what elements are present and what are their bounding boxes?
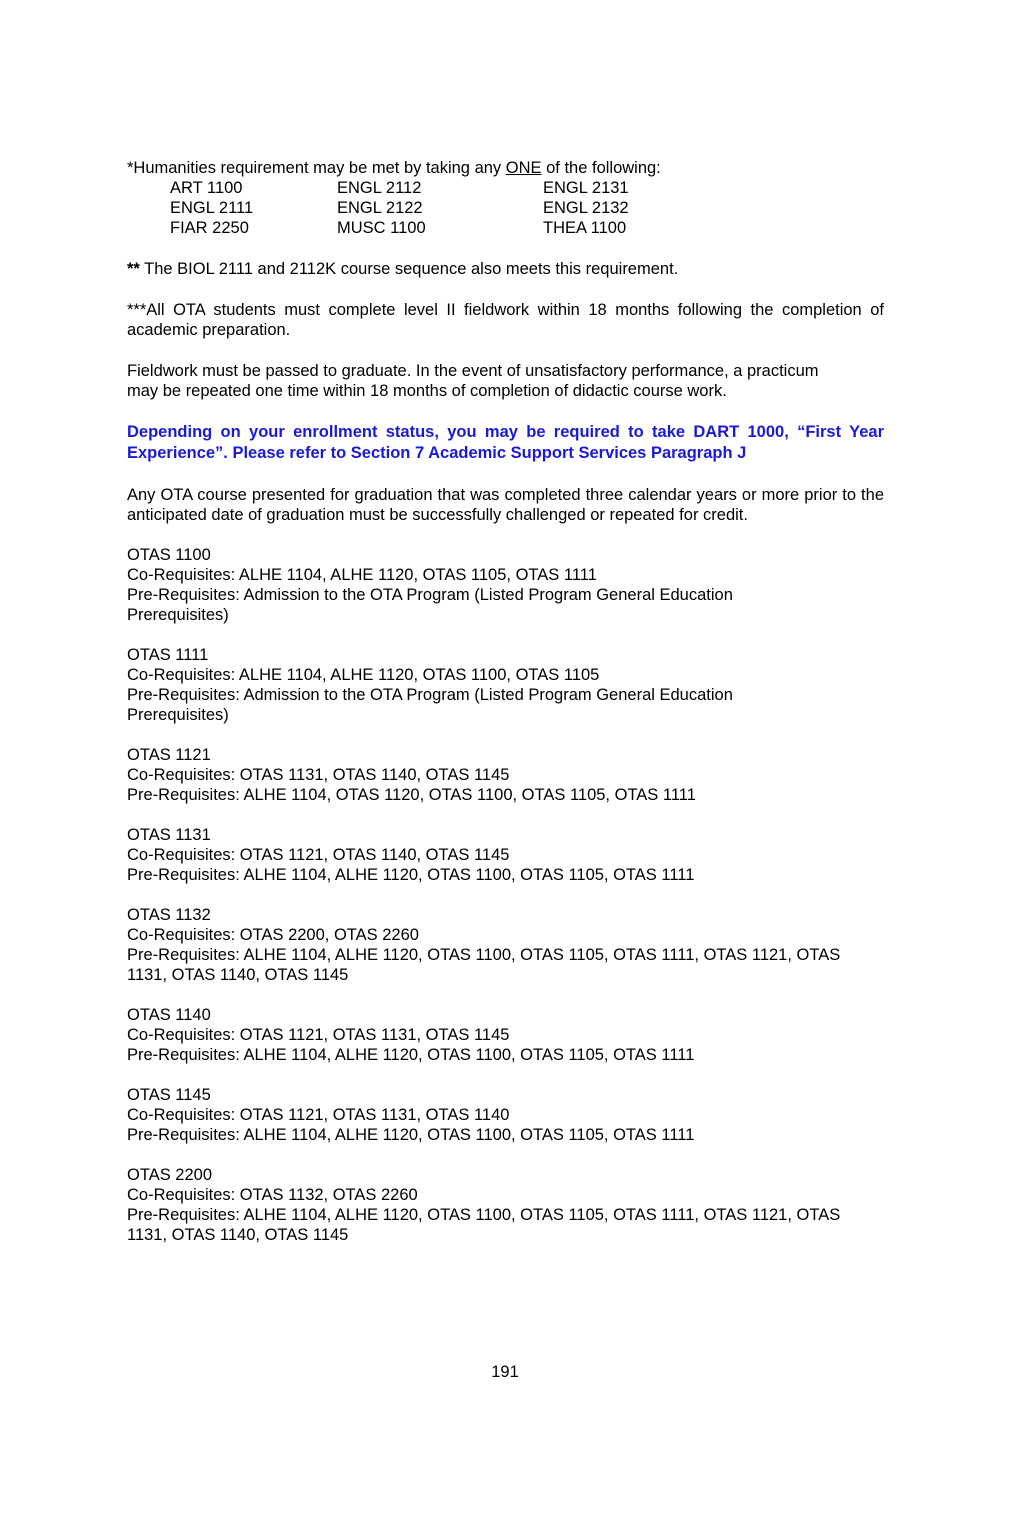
course-entry xyxy=(127,1165,884,1245)
fieldwork-time-note: ***All OTA students must complete level II fieldwork within 18 months following the completion of academic preparation. xyxy=(127,301,884,339)
course-coreq: Co-Requisites: OTAS 1121, OTAS 1131, OTAS 1140 xyxy=(127,1106,510,1124)
course-coreq: Co-Requisites: ALHE 1104, ALHE 1120, OTAS 1100, OTAS 1105 xyxy=(127,666,600,684)
humanities-intro-text: *Humanities requirement may be met by taking any xyxy=(127,159,506,177)
three-year-rule-note: Any OTA course presented for graduation that was completed three calendar years or more prior to the anticipated date of graduation must be successfully challenged or repeated for credit. xyxy=(127,486,884,524)
course-code: OTAS 1140 xyxy=(127,1006,211,1024)
course-entry xyxy=(127,545,884,625)
humanities-course: ENGL 2131 xyxy=(543,179,629,197)
biol-note-stars: ** xyxy=(127,260,140,278)
course-prereq: Pre-Requisites: Admission to the OTA Program (Listed Program General Education Prerequisites) xyxy=(127,586,733,624)
course-coreq: Co-Requisites: ALHE 1104, ALHE 1120, OTAS 1105, OTAS 1111 xyxy=(127,566,597,584)
course-prereq: Pre-Requisites: ALHE 1104, ALHE 1120, OTAS 1100, OTAS 1105, OTAS 1111 xyxy=(127,866,695,884)
humanities-course: MUSC 1100 xyxy=(337,219,426,237)
course-list xyxy=(127,545,884,1245)
biol-note xyxy=(127,259,884,279)
document-body xyxy=(127,158,884,1245)
fieldwork-pass-note: Fieldwork must be passed to graduate. In the event of unsatisfactory performance, a practicum may be repeated one time within 18 months of completion of didactic course work. xyxy=(127,362,819,400)
course-prereq: Pre-Requisites: ALHE 1104, ALHE 1120, OTAS 1100, OTAS 1105, OTAS 1111 xyxy=(127,1046,695,1064)
course-coreq: Co-Requisites: OTAS 1131, OTAS 1140, OTAS 1145 xyxy=(127,766,510,784)
page-number: 191 xyxy=(491,1363,519,1381)
humanities-course: ART 1100 xyxy=(170,179,243,197)
humanities-intro-tail: of the following: xyxy=(541,159,661,177)
course-code: OTAS 1132 xyxy=(127,906,211,924)
course-entry xyxy=(127,905,884,985)
humanities-course: FIAR 2250 xyxy=(170,219,249,237)
course-code: OTAS 1100 xyxy=(127,546,211,564)
course-coreq: Co-Requisites: OTAS 1121, OTAS 1140, OTAS 1145 xyxy=(127,846,510,864)
course-entry xyxy=(127,825,884,885)
humanities-course: ENGL 2122 xyxy=(337,199,423,217)
humanities-intro xyxy=(127,158,884,178)
course-entry xyxy=(127,1085,884,1145)
course-entry xyxy=(127,1005,884,1065)
humanities-course: THEA 1100 xyxy=(543,219,627,237)
course-prereq: Pre-Requisites: ALHE 1104, ALHE 1120, OTAS 1100, OTAS 1105, OTAS 1111, OTAS 1121, OTAS 1131, OTAS 1140, OTAS 1145 xyxy=(127,946,841,984)
course-prereq: Pre-Requisites: Admission to the OTA Program (Listed Program General Education Prerequisites) xyxy=(127,686,733,724)
course-coreq: Co-Requisites: OTAS 2200, OTAS 2260 xyxy=(127,926,419,944)
humanities-course-grid xyxy=(127,178,884,238)
humanities-intro-underlined: ONE xyxy=(505,159,542,177)
course-prereq: Pre-Requisites: ALHE 1104, ALHE 1120, OTAS 1100, OTAS 1105, OTAS 1111 xyxy=(127,1126,695,1144)
dart-requirement-note: Depending on your enrollment status, you may be required to take DART 1000, “First Year Experience”. Please refer to Section 7 Academic Support Services Paragraph J xyxy=(127,423,884,462)
course-coreq: Co-Requisites: OTAS 1132, OTAS 2260 xyxy=(127,1186,418,1204)
course-code: OTAS 1121 xyxy=(127,746,211,764)
course-prereq: Pre-Requisites: ALHE 1104, ALHE 1120, OTAS 1100, OTAS 1105, OTAS 1111, OTAS 1121, OTAS 1131, OTAS 1140, OTAS 1145 xyxy=(127,1206,841,1244)
course-prereq: Pre-Requisites: ALHE 1104, OTAS 1120, OTAS 1100, OTAS 1105, OTAS 1111 xyxy=(127,786,696,804)
course-entry xyxy=(127,745,884,805)
humanities-course: ENGL 2111 xyxy=(170,199,254,217)
course-code: OTAS 1131 xyxy=(127,826,211,844)
biol-note-text: The BIOL 2111 and 2112K course sequence also meets this requirement. xyxy=(139,260,679,278)
course-coreq: Co-Requisites: OTAS 1121, OTAS 1131, OTAS 1145 xyxy=(127,1026,510,1044)
course-entry xyxy=(127,645,884,725)
course-code: OTAS 1111 xyxy=(127,646,209,664)
humanities-course: ENGL 2112 xyxy=(337,179,422,197)
course-code: OTAS 2200 xyxy=(127,1166,212,1184)
course-code: OTAS 1145 xyxy=(127,1086,211,1104)
humanities-course: ENGL 2132 xyxy=(543,199,629,217)
